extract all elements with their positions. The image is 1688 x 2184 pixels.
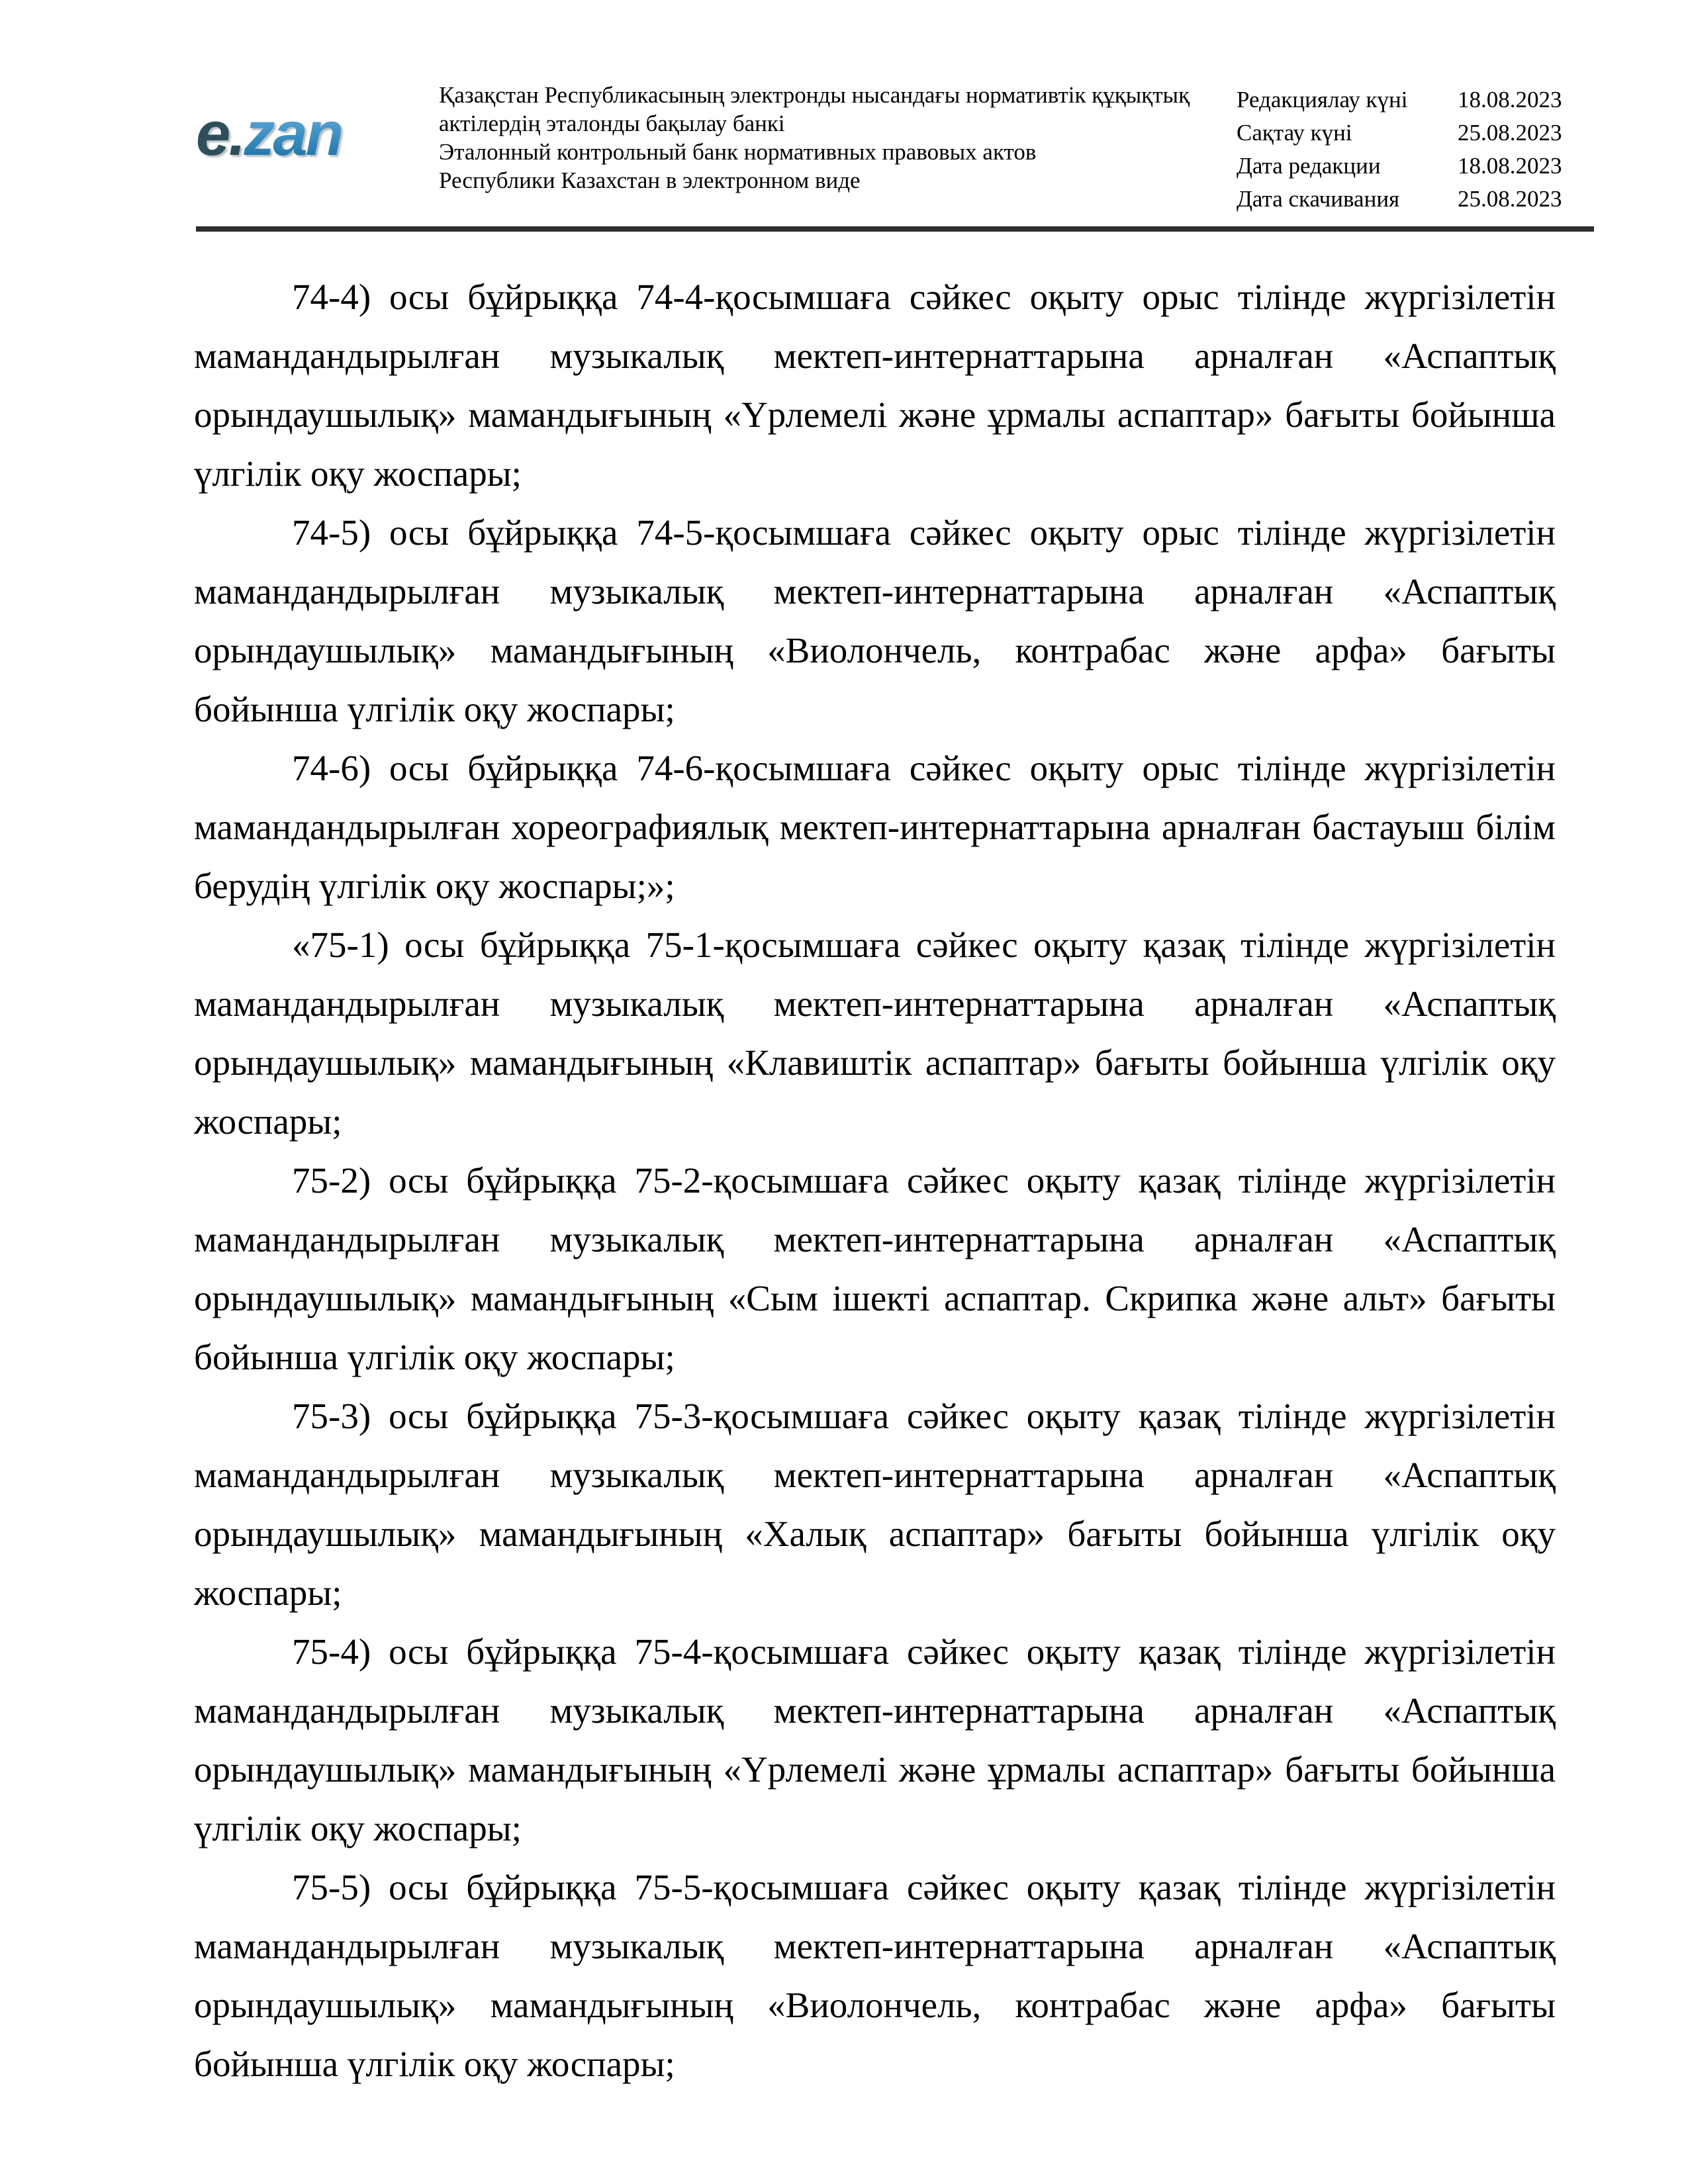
document-body <box>194 267 1556 2093</box>
document-meta <box>1237 83 1562 216</box>
meta-row-download-date-ru <box>1237 183 1562 216</box>
meta-value: 18.08.2023 <box>1458 87 1562 113</box>
ezan-logo-zan: zan <box>244 99 342 168</box>
paragraph-75-2: 75-2) осы бұйрыққа 75-2-қосымшаға сәйкес оқыту қазақ тілінде жүргізілетін мамандандырылған музыкалық мектеп-интернаттарына арналған «Аспаптық орындаушылық» мамандығының «Сым ішекті аспаптар. Скрипка және альт» бағыты бойынша үлгілік оқу жоспары; <box>194 1160 1556 1377</box>
paragraph-74-4: 74-4) осы бұйрыққа 74-4-қосымшаға сәйкес оқыту орыс тілінде жүргізілетін мамандандырылған музыкалық мектеп-интернаттарына арналған «Аспаптық орындаушылық» мамандығының «Үрлемелі және ұрмалы аспаптар» бағыты бойынша үлгілік оқу жоспары; <box>194 277 1556 494</box>
ezan-logo <box>196 98 342 169</box>
paragraph-74-5: 74-5) осы бұйрыққа 74-5-қосымшаға сәйкес оқыту орыс тілінде жүргізілетін мамандандырылған музыкалық мектеп-интернаттарына арналған «Аспаптық орындаушылық» мамандығының «Виолончель, контрабас және арфа» бағыты бойынша үлгілік оқу жоспары; <box>194 512 1556 729</box>
paragraph-75-1: «75-1) осы бұйрыққа 75-1-қосымшаға сәйкес оқыту қазақ тілінде жүргізілетін мамандандырылған музыкалық мектеп-интернаттарына арналған «Аспаптық орындаушылық» мамандығының «Клавиштік аспаптар» бағыты бойынша үлгілік оқу жоспары; <box>194 925 1556 1142</box>
meta-label: Сақтау күні <box>1237 120 1352 146</box>
bank-title-line-kk-2: актілердің эталонды бақылау банкі <box>439 111 785 136</box>
meta-row-edit-date-ru <box>1237 150 1562 183</box>
meta-value: 25.08.2023 <box>1458 120 1562 146</box>
bank-title <box>439 81 1220 195</box>
meta-label: Дата скачивания <box>1237 186 1400 212</box>
meta-value: 25.08.2023 <box>1458 186 1562 212</box>
bank-title-line-kk-1: Қазақстан Республикасының электронды нысандағы нормативтік құқықтық <box>439 82 1190 108</box>
header-divider <box>196 226 1594 232</box>
meta-row-edit-date-kk <box>1237 83 1562 116</box>
bank-title-line-ru-2: Республики Казахстан в электронном виде <box>439 167 861 193</box>
meta-value: 18.08.2023 <box>1458 153 1562 179</box>
paragraph-75-3: 75-3) осы бұйрыққа 75-3-қосымшаға сәйкес оқыту қазақ тілінде жүргізілетін мамандандырылған музыкалық мектеп-интернаттарына арналған «Аспаптық орындаушылық» мамандығының «Халық аспаптар» бағыты бойынша үлгілік оқу жоспары; <box>194 1396 1556 1613</box>
paragraph-75-5: 75-5) осы бұйрыққа 75-5-қосымшаға сәйкес оқыту қазақ тілінде жүргізілетін мамандандырылған музыкалық мектеп-интернаттарына арналған «Аспаптық орындаушылық» мамандығының «Виолончель, контрабас және арфа» бағыты бойынша үлгілік оқу жоспары; <box>194 1867 1556 2084</box>
meta-row-save-date-kk <box>1237 116 1562 150</box>
meta-label: Редакциялау күні <box>1237 87 1408 113</box>
meta-label: Дата редакции <box>1237 153 1381 179</box>
ezan-logo-e: e. <box>196 99 244 168</box>
paragraph-74-6: 74-6) осы бұйрыққа 74-6-қосымшаға сәйкес оқыту орыс тілінде жүргізілетін мамандандырылған хореографиялық мектеп-интернаттарына арналған бастауыш білім берудің үлгілік оқу жоспары;»; <box>194 748 1556 906</box>
bank-title-line-ru-1: Эталонный контрольный банк нормативных правовых актов <box>439 139 1037 165</box>
paragraph-75-4: 75-4) осы бұйрыққа 75-4-қосымшаға сәйкес оқыту қазақ тілінде жүргізілетін мамандандырылған музыкалық мектеп-интернаттарына арналған «Аспаптық орындаушылық» мамандығының «Үрлемелі және ұрмалы аспаптар» бағыты бойынша үлгілік оқу жоспары; <box>194 1631 1556 1848</box>
